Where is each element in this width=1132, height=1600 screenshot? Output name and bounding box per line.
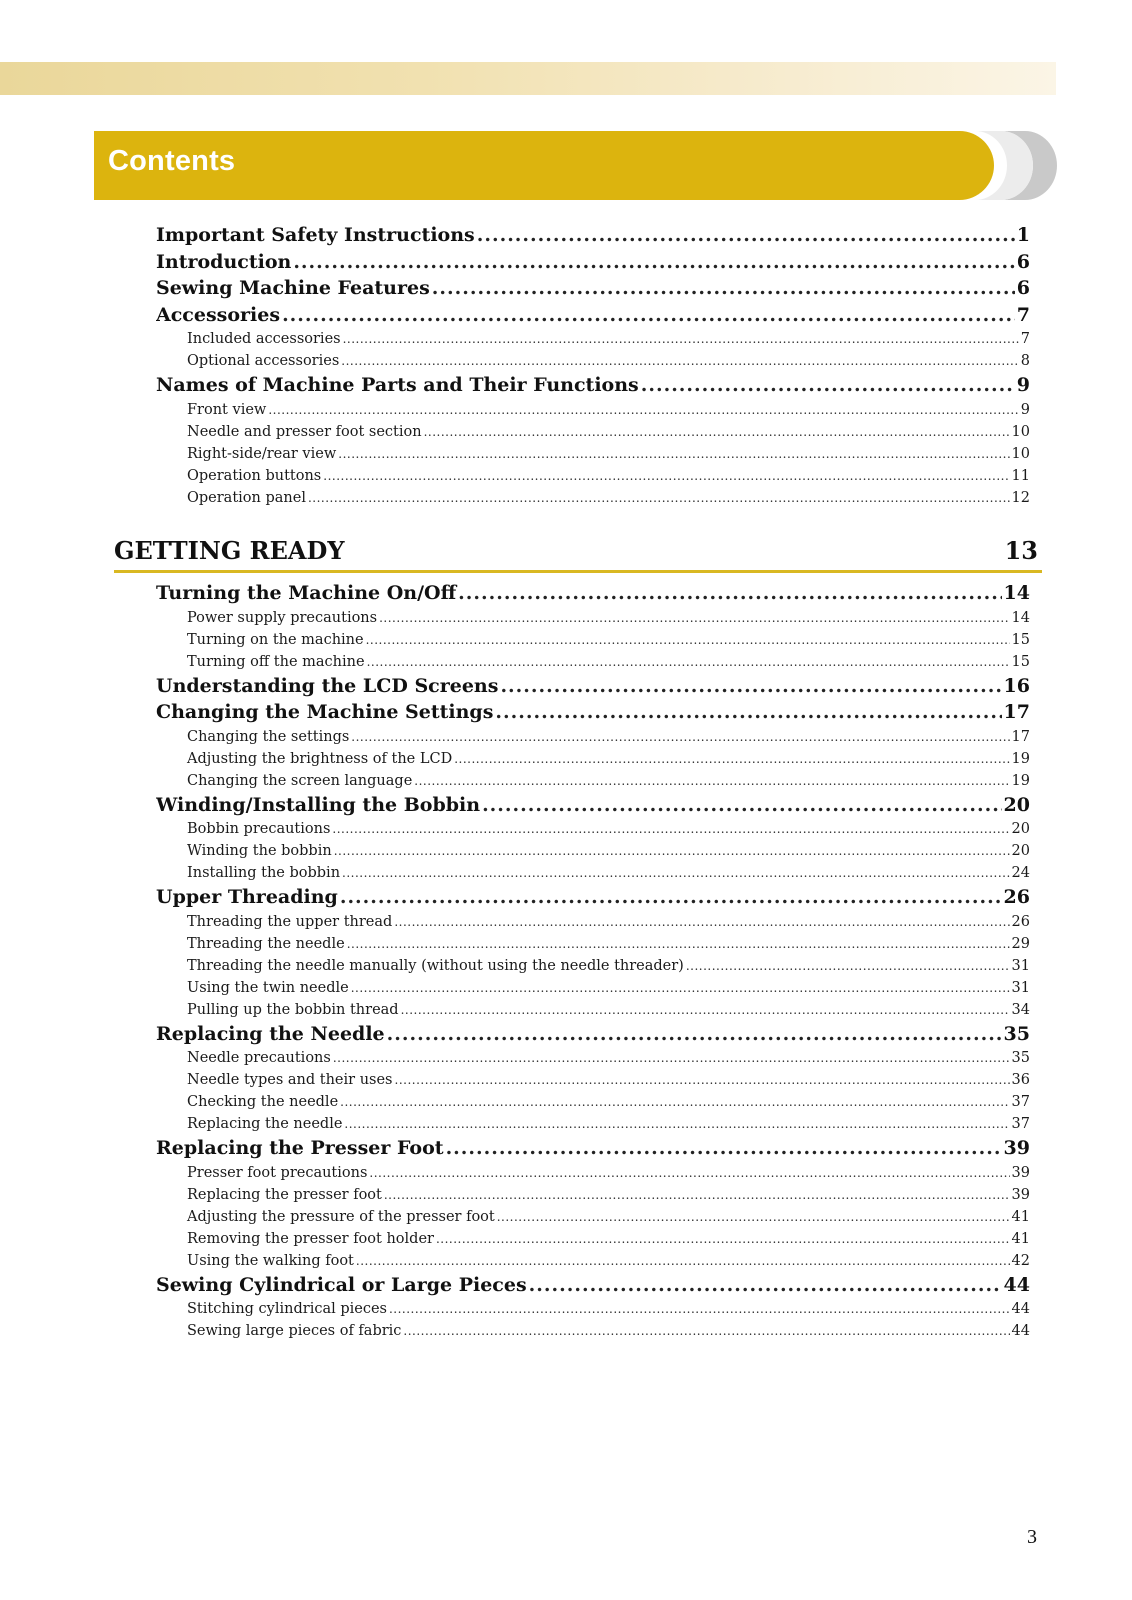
section-toc-list — [156, 580, 1030, 1342]
toc-entry-page: 16 — [1003, 674, 1030, 697]
toc-leader-dots — [529, 1272, 1002, 1299]
toc-entry-page: 10 — [1011, 445, 1030, 462]
toc-leader-dots — [458, 580, 1001, 607]
toc-entry-page: 6 — [1016, 250, 1030, 273]
toc-entry-title: Replacing the needle — [187, 1116, 343, 1132]
toc-entry-page: 9 — [1020, 401, 1030, 418]
toc-entry-page: 14 — [1003, 582, 1030, 604]
toc-leader-dots — [369, 1162, 1009, 1184]
toc-leader-dots — [384, 1184, 1010, 1206]
toc-entry-title: Threading the needle — [187, 935, 345, 952]
toc-entry-page: 36 — [1011, 1072, 1030, 1088]
toc-chapter-entry[interactable] — [156, 580, 1030, 607]
page-number: 3 — [1027, 1526, 1037, 1548]
toc-leader-dots — [334, 840, 1010, 862]
toc-entry-page: 39 — [1011, 1186, 1030, 1203]
toc-entry-page: 42 — [1011, 1252, 1030, 1269]
toc-leader-dots — [344, 1113, 1009, 1135]
toc-leader-dots — [351, 977, 1010, 999]
toc-leader-dots — [308, 487, 1010, 509]
contents-banner — [94, 131, 994, 200]
toc-leader-dots — [341, 350, 1019, 372]
toc-subsection-entry[interactable] — [156, 1320, 1030, 1342]
toc-chapter-entry[interactable] — [156, 1021, 1030, 1048]
toc-leader-dots — [366, 629, 1010, 651]
toc-subsection-entry[interactable] — [156, 1228, 1030, 1250]
toc-leader-dots — [379, 607, 1009, 629]
toc-leader-dots — [454, 748, 1009, 770]
section-page-number: 13 — [1004, 536, 1038, 565]
toc-entry-title: Winding/Installing the Bobbin — [156, 793, 481, 816]
toc-leader-dots — [387, 1021, 1002, 1048]
toc-leader-dots — [367, 651, 1010, 673]
toc-leader-dots — [351, 726, 1009, 748]
toc-entry-title: Power supply precautions — [187, 609, 378, 626]
toc-subsection-entry[interactable] — [156, 1069, 1030, 1091]
toc-entry-page: 37 — [1011, 1116, 1030, 1132]
toc-subsection-entry[interactable] — [156, 1298, 1030, 1320]
toc-subsection-entry[interactable] — [156, 1091, 1030, 1113]
toc-entry-page: 19 — [1011, 772, 1030, 789]
toc-entry-title: Changing the settings — [187, 728, 350, 745]
toc-entry-title: Operation buttons — [187, 467, 322, 484]
toc-leader-dots — [338, 443, 1009, 465]
toc-subsection-entry[interactable] — [156, 350, 1030, 372]
toc-entry-title: Replacing the Presser Foot — [156, 1137, 444, 1159]
toc-leader-dots — [343, 328, 1019, 350]
toc-leader-dots — [495, 699, 1001, 726]
toc-leader-dots — [424, 421, 1010, 443]
header-strip — [0, 62, 1056, 95]
toc-entry-title: Adjusting the brightness of the LCD — [187, 750, 453, 767]
toc-subsection-entry[interactable] — [156, 1113, 1030, 1135]
toc-subsection-entry[interactable] — [156, 1184, 1030, 1206]
toc-entry-title: Winding the bobbin — [187, 843, 332, 859]
toc-entry-title: Using the walking foot — [187, 1252, 354, 1269]
toc-entry-title: Threading the upper thread — [187, 913, 393, 930]
toc-subsection-entry[interactable] — [156, 607, 1030, 629]
toc-leader-dots — [323, 465, 1009, 487]
toc-subsection-entry[interactable] — [156, 465, 1030, 487]
toc-entry-title: Turning off the machine — [187, 653, 365, 670]
toc-leader-dots — [293, 249, 1014, 276]
toc-entry-title: Changing the Machine Settings — [156, 701, 494, 723]
toc-leader-dots — [477, 222, 1015, 249]
toc-entry-title: Replacing the Needle — [156, 1022, 385, 1045]
toc-subsection-entry[interactable] — [156, 651, 1030, 673]
toc-entry-title: Understanding the LCD Screens — [156, 674, 499, 697]
toc-entry-page: 41 — [1011, 1230, 1030, 1247]
toc-subsection-entry[interactable] — [156, 862, 1030, 884]
toc-subsection-entry[interactable] — [156, 840, 1030, 862]
toc-entry-title: Presser foot precautions — [187, 1164, 368, 1181]
toc-leader-dots — [436, 1228, 1010, 1250]
toc-entry-page: 31 — [1011, 979, 1030, 996]
toc-entry-title: Changing the screen language — [187, 772, 413, 789]
toc-chapter-entry[interactable] — [156, 792, 1030, 819]
toc-chapter-entry[interactable] — [156, 884, 1030, 911]
toc-entry-title: Accessories — [156, 303, 281, 326]
toc-leader-dots — [686, 955, 1010, 977]
toc-entry-title: Important Safety Instructions — [156, 224, 475, 246]
toc-leader-dots — [446, 1135, 1002, 1162]
toc-entry-page: 41 — [1011, 1208, 1030, 1225]
toc-subsection-entry[interactable] — [156, 999, 1030, 1021]
toc-subsection-entry[interactable] — [156, 328, 1030, 350]
page-title: Contents — [108, 145, 236, 177]
intro-toc-list — [156, 222, 1030, 509]
banner-tab-decoration — [975, 131, 1057, 200]
toc-entry-page: 31 — [1011, 957, 1030, 974]
toc-entry-title: Installing the bobbin — [187, 865, 341, 881]
toc-subsection-entry[interactable] — [156, 748, 1030, 770]
toc-leader-dots — [497, 1206, 1010, 1228]
toc-entry-page: 35 — [1003, 1022, 1030, 1045]
toc-entry-title: Operation panel — [187, 489, 306, 506]
toc-entry-title: Included accessories — [187, 331, 341, 347]
toc-entry-title: Removing the presser foot holder — [187, 1230, 434, 1247]
toc-subsection-entry[interactable] — [156, 399, 1030, 421]
toc-leader-dots — [395, 1069, 1010, 1091]
toc-leader-dots — [332, 818, 1009, 840]
toc-chapter-entry[interactable] — [156, 673, 1030, 700]
toc-entry-page: 37 — [1011, 1094, 1030, 1110]
toc-entry-page: 7 — [1020, 331, 1030, 347]
section-heading — [114, 534, 1042, 573]
toc-entry-title: Names of Machine Parts and Their Functions — [156, 374, 639, 396]
toc-entry-title: Needle and presser foot section — [187, 423, 422, 440]
toc-leader-dots — [401, 999, 1010, 1021]
toc-leader-dots — [641, 372, 1015, 399]
toc-subsection-entry[interactable] — [156, 1047, 1030, 1069]
toc-entry-title: Optional accessories — [187, 353, 340, 369]
toc-subsection-entry[interactable] — [156, 770, 1030, 792]
toc-leader-dots — [482, 792, 1001, 819]
toc-entry-title: Turning the Machine On/Off — [156, 582, 457, 604]
toc-entry-page: 7 — [1016, 303, 1030, 326]
toc-entry-page: 1 — [1016, 224, 1030, 246]
toc-chapter-entry[interactable] — [156, 699, 1030, 726]
toc-leader-dots — [356, 1250, 1010, 1272]
toc-entry-page: 39 — [1011, 1164, 1030, 1181]
toc-leader-dots — [403, 1320, 1009, 1342]
toc-entry-page: 17 — [1011, 728, 1030, 745]
toc-subsection-entry[interactable] — [156, 629, 1030, 651]
toc-entry-page: 26 — [1011, 913, 1030, 930]
toc-subsection-entry[interactable] — [156, 911, 1030, 933]
toc-entry-title: Upper Threading — [156, 886, 338, 908]
toc-entry-page: 6 — [1016, 277, 1030, 299]
toc-subsection-entry[interactable] — [156, 1206, 1030, 1228]
toc-entry-page: 44 — [1011, 1323, 1030, 1339]
toc-chapter-entry[interactable] — [156, 1272, 1030, 1299]
toc-entry-title: Sewing Machine Features — [156, 277, 430, 299]
toc-subsection-entry[interactable] — [156, 1250, 1030, 1272]
toc-entry-page: 20 — [1011, 821, 1030, 837]
toc-entry-page: 29 — [1011, 935, 1030, 952]
toc-entry-page: 35 — [1011, 1050, 1030, 1066]
toc-entry-page: 14 — [1011, 609, 1030, 626]
toc-leader-dots — [432, 275, 1015, 302]
toc-entry-title: Adjusting the pressure of the presser foot — [187, 1208, 495, 1225]
toc-chapter-entry[interactable] — [156, 302, 1030, 329]
toc-leader-dots — [342, 862, 1010, 884]
toc-subsection-entry[interactable] — [156, 487, 1030, 509]
toc-entry-title: Stitching cylindrical pieces — [187, 1301, 387, 1317]
toc-chapter-entry[interactable] — [156, 249, 1030, 276]
toc-entry-page: 10 — [1011, 423, 1030, 440]
toc-entry-page: 17 — [1003, 701, 1030, 723]
toc-entry-title: Sewing large pieces of fabric — [187, 1323, 402, 1339]
toc-entry-page: 9 — [1016, 374, 1030, 396]
toc-entry-page: 19 — [1011, 750, 1030, 767]
toc-subsection-entry[interactable] — [156, 726, 1030, 748]
toc-subsection-entry[interactable] — [156, 421, 1030, 443]
toc-subsection-entry[interactable] — [156, 443, 1030, 465]
toc-entry-page: 12 — [1011, 489, 1030, 506]
toc-entry-title: Turning on the machine — [187, 631, 364, 648]
toc-leader-dots — [340, 884, 1002, 911]
toc-entry-title: Replacing the presser foot — [187, 1186, 382, 1203]
toc-entry-page: 11 — [1011, 467, 1030, 484]
toc-entry-page: 44 — [1003, 1273, 1030, 1296]
toc-entry-page: 26 — [1003, 886, 1030, 908]
toc-entry-title: Right-side/rear view — [187, 445, 337, 462]
toc-entry-page: 15 — [1011, 653, 1030, 670]
toc-entry-title: Needle precautions — [187, 1050, 331, 1066]
toc-entry-page: 20 — [1011, 843, 1030, 859]
toc-leader-dots — [282, 302, 1015, 329]
toc-entry-page: 39 — [1003, 1137, 1030, 1159]
toc-leader-dots — [500, 673, 1001, 700]
toc-leader-dots — [414, 770, 1009, 792]
toc-entry-title: Threading the needle manually (without using the needle threader) — [187, 957, 684, 974]
toc-leader-dots — [389, 1298, 1010, 1320]
toc-subsection-entry[interactable] — [156, 1162, 1030, 1184]
toc-entry-title: Pulling up the bobbin thread — [187, 1001, 399, 1018]
section-title: GETTING READY — [114, 536, 345, 565]
toc-entry-title: Sewing Cylindrical or Large Pieces — [156, 1273, 527, 1296]
toc-leader-dots — [394, 911, 1009, 933]
toc-entry-title: Introduction — [156, 250, 292, 273]
toc-entry-title: Front view — [187, 401, 267, 418]
toc-subsection-entry[interactable] — [156, 955, 1030, 977]
toc-entry-page: 24 — [1011, 865, 1030, 881]
toc-entry-title: Needle types and their uses — [187, 1072, 393, 1088]
toc-chapter-entry[interactable] — [156, 372, 1030, 399]
toc-entry-page: 44 — [1011, 1301, 1030, 1317]
toc-leader-dots — [333, 1047, 1010, 1069]
toc-entry-page: 15 — [1011, 631, 1030, 648]
toc-entry-title: Bobbin precautions — [187, 821, 331, 837]
toc-chapter-entry[interactable] — [156, 275, 1030, 302]
toc-chapter-entry[interactable] — [156, 1135, 1030, 1162]
toc-subsection-entry[interactable] — [156, 818, 1030, 840]
toc-entry-page: 34 — [1011, 1001, 1030, 1018]
toc-leader-dots — [347, 933, 1010, 955]
toc-leader-dots — [340, 1091, 1009, 1113]
toc-entry-title: Using the twin needle — [187, 979, 349, 996]
toc-chapter-entry[interactable] — [156, 222, 1030, 249]
toc-subsection-entry[interactable] — [156, 933, 1030, 955]
toc-entry-page: 8 — [1020, 353, 1030, 369]
toc-leader-dots — [268, 399, 1018, 421]
toc-entry-title: Checking the needle — [187, 1094, 339, 1110]
toc-subsection-entry[interactable] — [156, 977, 1030, 999]
toc-entry-page: 20 — [1003, 793, 1030, 816]
